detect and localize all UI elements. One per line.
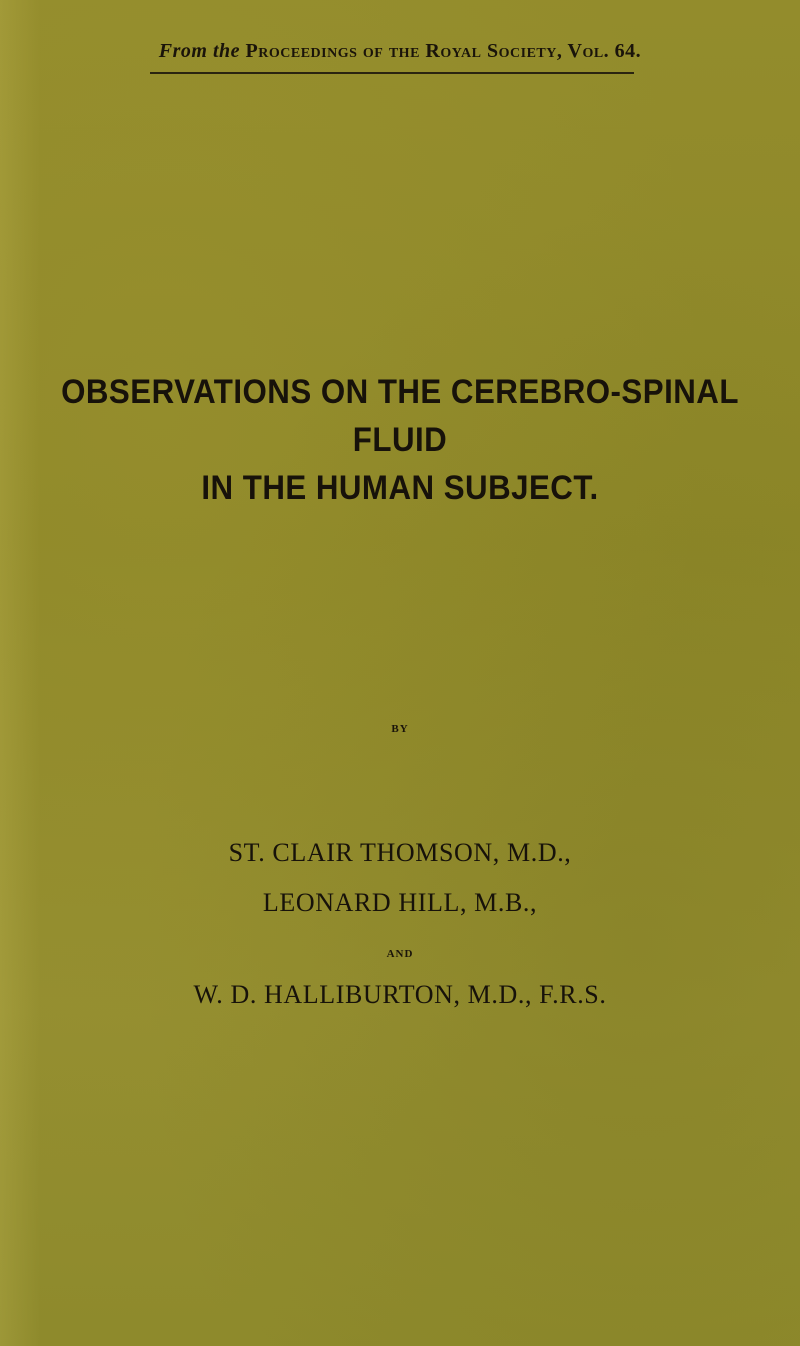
author-3: W. D. HALLIBURTON, M.D., F.R.S. xyxy=(193,980,607,1009)
running-header xyxy=(0,40,800,63)
title-line-2: IN THE HUMAN SUBJECT. xyxy=(201,469,599,507)
author-2: LEONARD HILL, M.B., xyxy=(262,888,538,917)
document-title xyxy=(32,368,768,512)
title-line-1: OBSERVATIONS ON THE CEREBRO-SPINAL FLUID xyxy=(61,373,739,459)
header-rule xyxy=(150,72,634,74)
author-1: ST. CLAIR THOMSON, M.D., xyxy=(228,838,572,867)
and-label: AND xyxy=(386,948,414,960)
header-from: From the xyxy=(158,40,241,62)
by-label: BY xyxy=(391,723,409,735)
header-source: Proceedings of the Royal Society, Vol. 64. xyxy=(245,40,642,62)
